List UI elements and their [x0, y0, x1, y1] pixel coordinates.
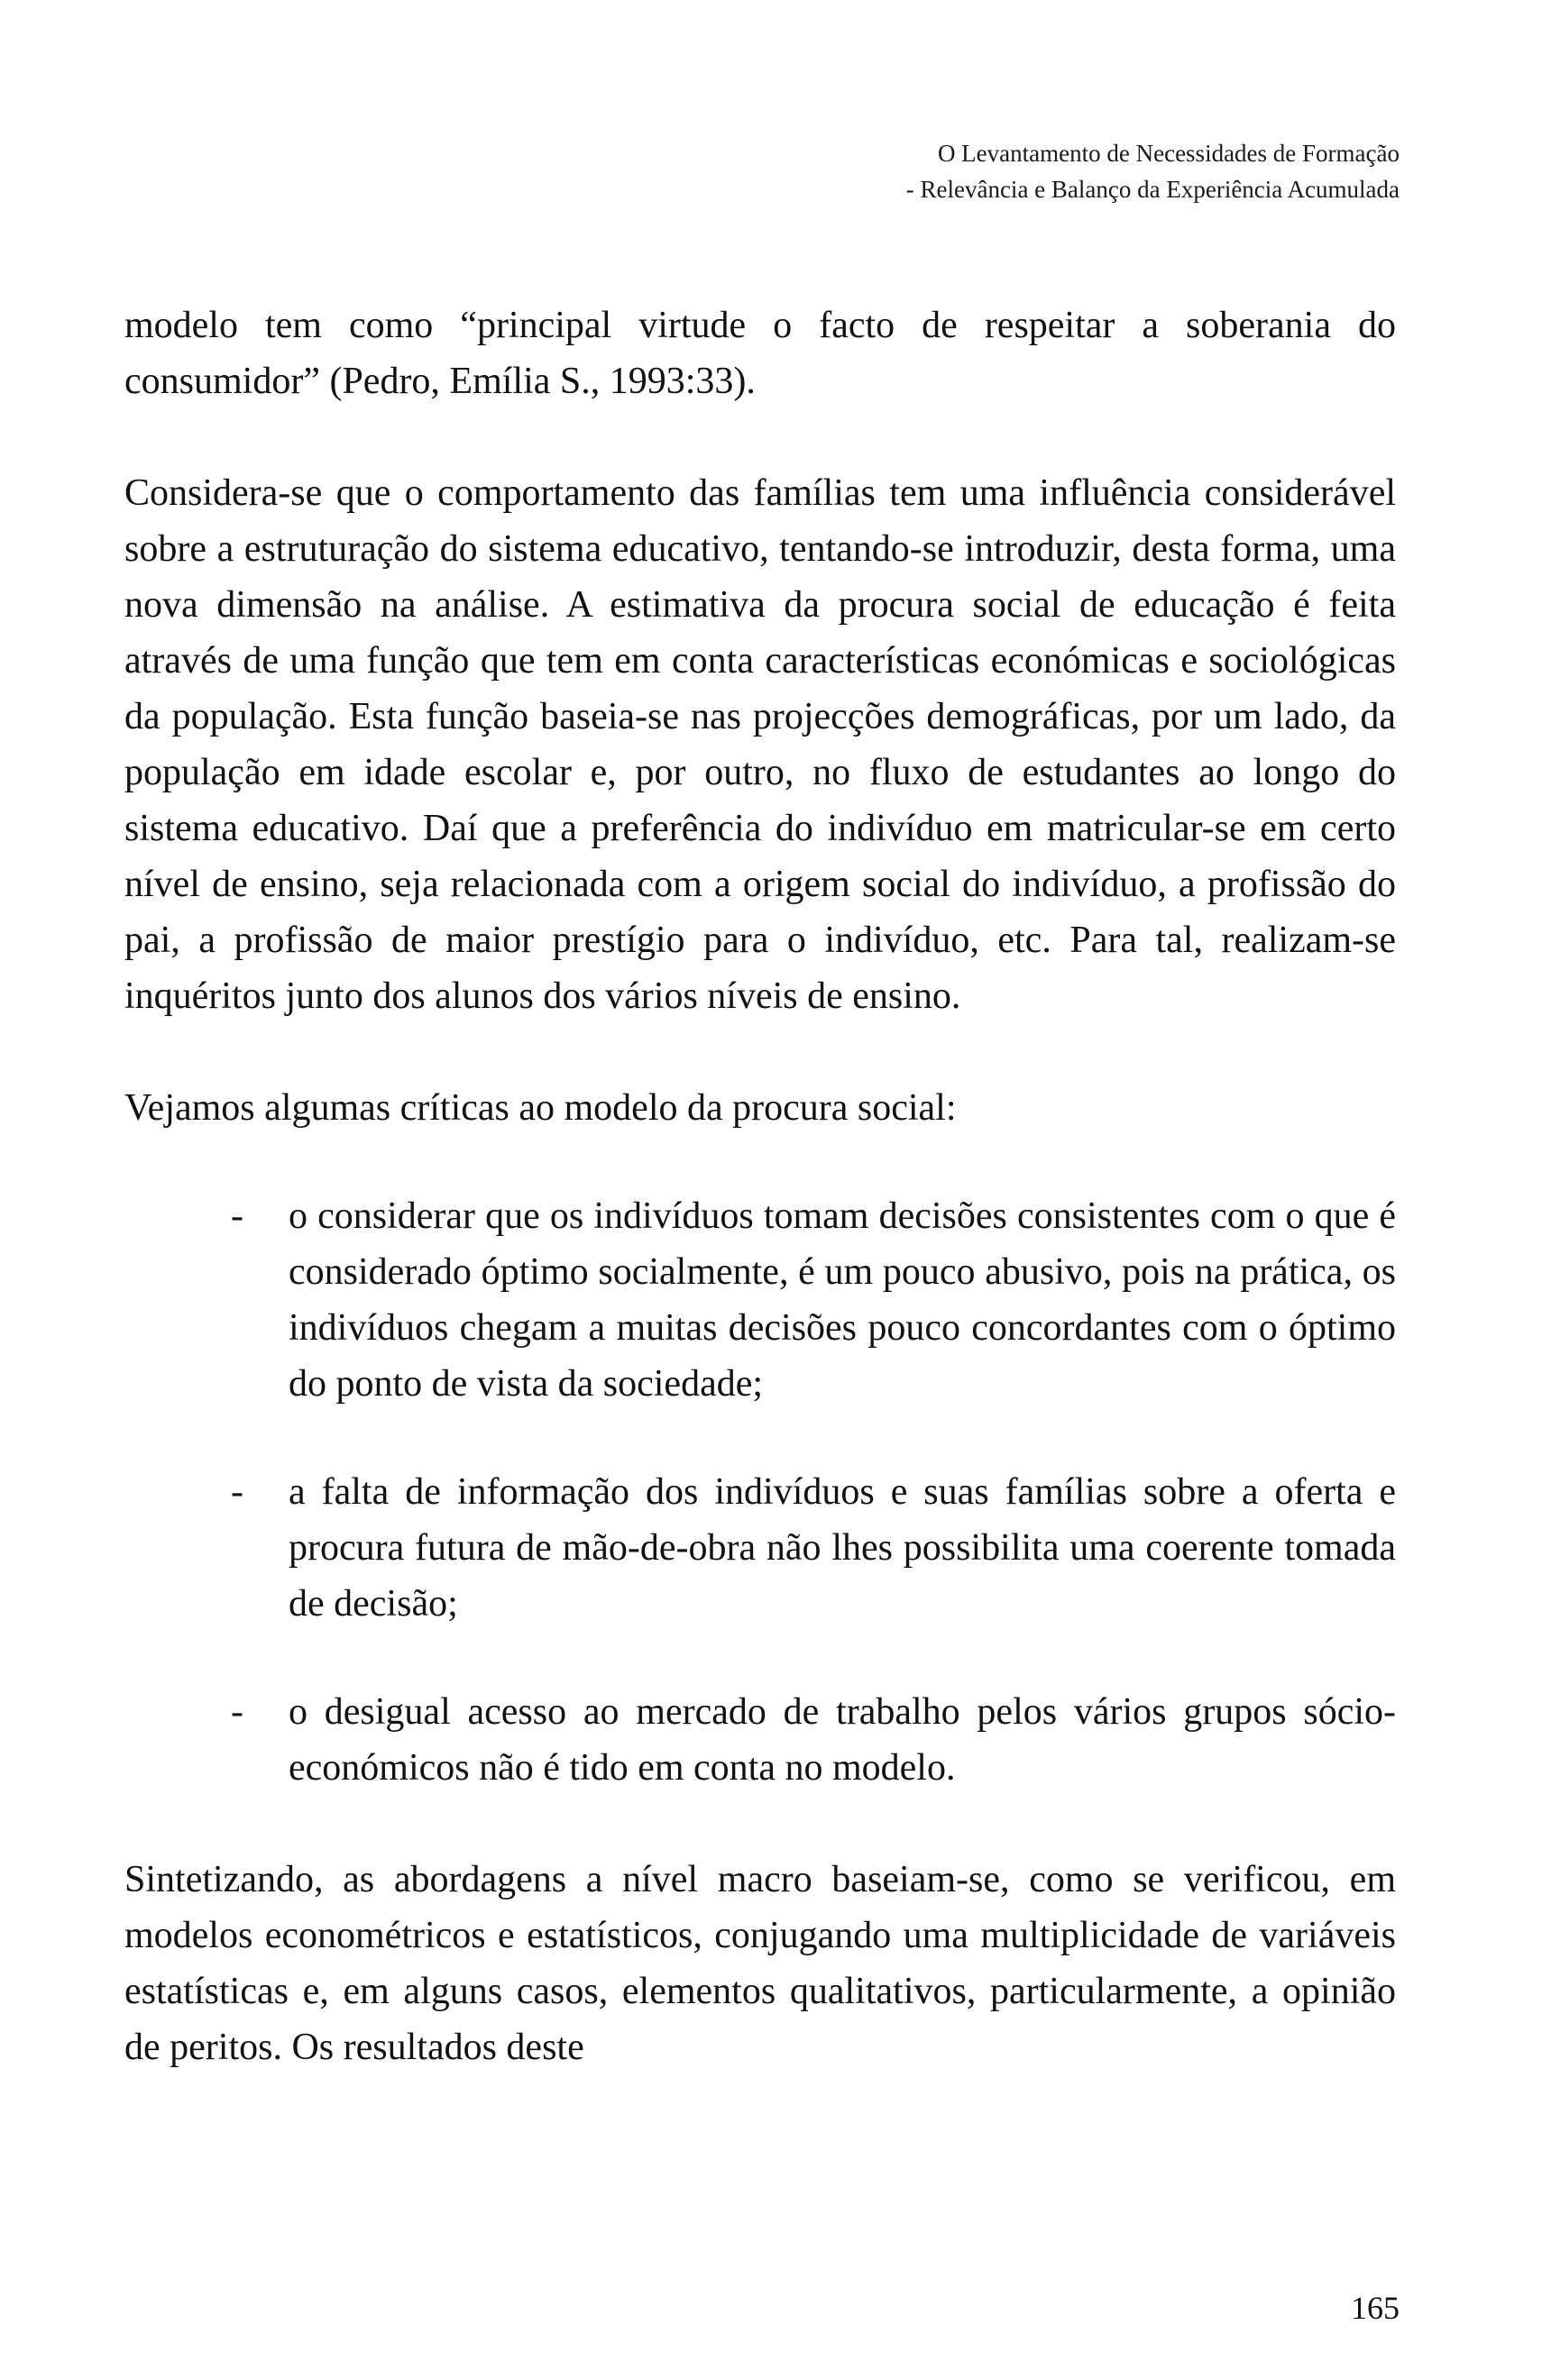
list-item [124, 1684, 1396, 1796]
critique-list [124, 1188, 1396, 1796]
list-item-text: a falta de informação dos indivíduos e suas famílias sobre a oferta e procura futura de mão-de-obra não lhes possibilita uma coerente tomada de decisão; [289, 1471, 1396, 1625]
paragraph: Considera-se que o comportamento das famílias tem uma influência considerável sobre a estruturação do sistema educativo, tentando-se introduzir, desta forma, uma nova dimensão na análise. A estimativa da procura social de educação é feita através de uma função que tem em conta características económicas e sociológicas da população. Esta função baseia-se nas projecções demográficas, por um lado, da população em idade escolar e, por outro, no fluxo de estudantes ao longo do sistema educativo. Daí que a preferência do indivíduo em matricular-se em certo nível de ensino, seja relacionada com a origem social do indivíduo, a profissão do pai, a profissão de maior prestígio para o indivíduo, etc. Para tal, realizam-se inquéritos junto dos alunos dos vários níveis de ensino. [124, 472, 1396, 1017]
list-bullet: - [231, 1471, 243, 1513]
paragraph: modelo tem como “principal virtude o facto de respeitar a soberania do consumidor” (Pedro, Emília S., 1993:33). [124, 305, 1396, 402]
paragraph: Sintetizando, as abordagens a nível macro baseiam-se, como se verificou, em modelos econométricos e estatísticos, conjugando uma multiplicidade de variáveis estatísticas e, em alguns casos, elementos qualitativos, particularmente, a opinião de peritos. Os resultados deste [124, 1859, 1396, 2068]
list-bullet: - [231, 1195, 243, 1237]
running-header-subtitle: - Relevância e Balanço da Experiência Acumulada [905, 176, 1400, 203]
list-item [124, 1188, 1396, 1412]
list-bullet: - [231, 1691, 243, 1733]
running-header-title: O Levantamento de Necessidades de Formação [937, 140, 1400, 167]
list-item [124, 1464, 1396, 1632]
body-text [124, 298, 1396, 2075]
list-item-text: o considerar que os indivíduos tomam decisões consistentes com o que é considerado óptimo socialmente, é um pouco abusivo, pois na prática, os indivíduos chegam a muitas decisões pouco concordantes com o óptimo do ponto de vista da sociedade; [289, 1195, 1396, 1405]
list-item-text: o desigual acesso ao mercado de trabalho pelos vários grupos sócio-económicos não é tido em conta no modelo. [289, 1691, 1396, 1789]
paragraph: Vejamos algumas críticas ao modelo da procura social: [124, 1087, 957, 1129]
running-header [906, 135, 1400, 207]
page-number: 165 [1351, 2290, 1400, 2326]
